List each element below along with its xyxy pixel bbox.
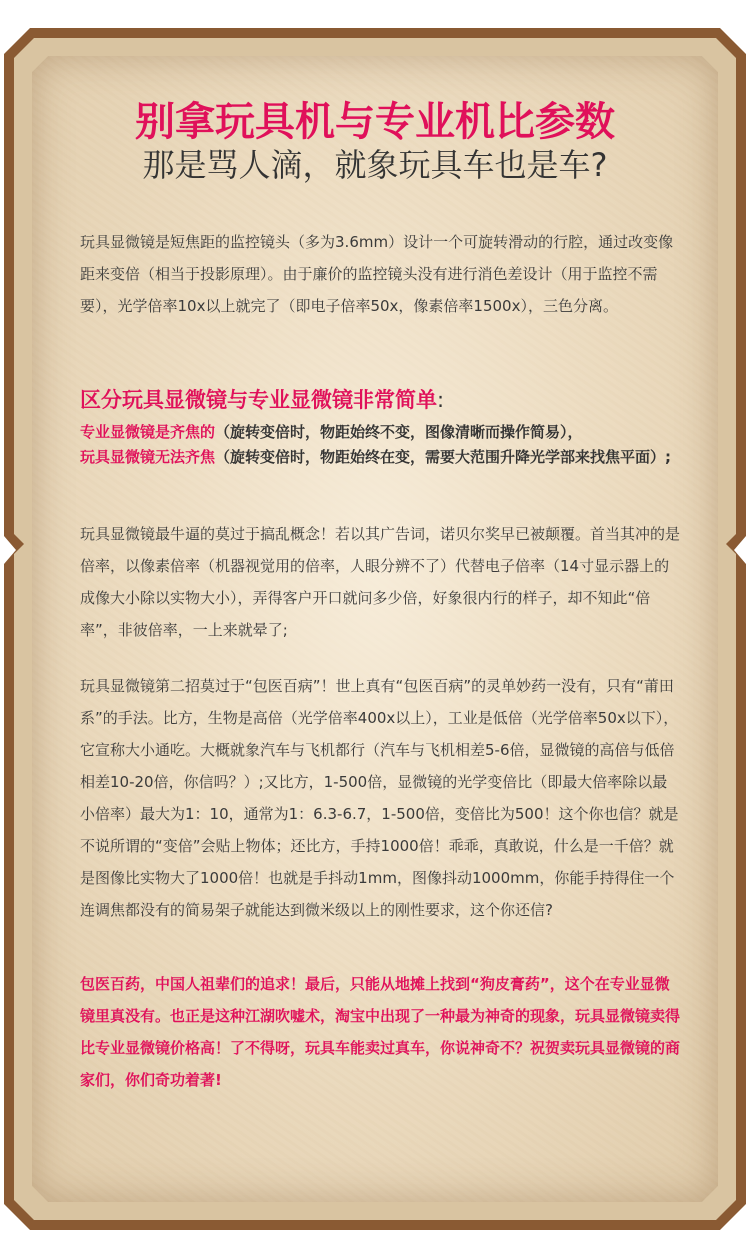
intro-text: 玩具显微镜是短焦距的监控镜头（多为3.6mm）设计一个可旋转滑动的行腔，通过改变像距来变倍（相当于投影原理）。由于廉价的监控镜头没有进行消色差设计（用于监控不需要），光学倍率10x以上就完了（即电子倍率50x，像素倍率1500x），三色分离。 bbox=[80, 233, 674, 315]
section-heading-colon: : bbox=[437, 388, 445, 412]
page-subtitle: 那是骂人滴，就象玩具车也是车? bbox=[142, 146, 608, 184]
page-title: 别拿玩具机与专业机比参数 bbox=[135, 99, 615, 145]
cure-all-paragraph bbox=[80, 670, 682, 926]
pro-microscope-line bbox=[80, 420, 680, 445]
toy-microscope-label: 玩具显微镜无法齐焦 bbox=[80, 448, 216, 466]
concept-text: 玩具显微镜最牛逼的莫过于搞乱概念！若以其广告词，诺贝尔奖早已被颠覆。首当其冲的是倍率，以像素倍率（机器视觉用的倍率，人眼分辨不了）代替电子倍率（14寸显示器上的成像大小除以实物大小），弄得客户开口就问多少倍，好象很内行的样子，却不知此“倍率”，非彼倍率，一上来就晕了; bbox=[80, 525, 681, 639]
concept-paragraph bbox=[80, 518, 682, 646]
comparison-block bbox=[80, 420, 680, 470]
closing-text: 包医百药，中国人祖辈们的追求！最后，只能从地摊上找到“狗皮膏药”，这个在专业显微镜里真没有。也正是这种江湖吹嘘术，淘宝中出现了一种最为神奇的现象，玩具显微镜卖得比专业显微镜价格高！了不得呀，玩具车能卖过真车，你说神奇不？祝贺卖玩具显微镜的商家们，你们奇功着著! bbox=[80, 975, 681, 1089]
cure-all-text: 玩具显微镜第二招莫过于“包医百病”！世上真有“包医百病”的灵单妙药一没有，只有“莆田系”的手法。比方，生物是高倍（光学倍率400x以上），工业是低倍（光学倍率50x以下），它宣称大小通吃。大概就象汽车与飞机都行（汽车与飞机相差5-6倍，显微镜的高倍与低倍相差10-20倍，你信吗？）;又比方，1-500倍，显微镜的光学变倍比（即最大倍率除以最小倍率）最大为1：10，通常为1：6.3-6.7，1-500倍，变倍比为500！这个你也信？就是不说所谓的“变倍”会贴上物体；还比方，手持1000倍！乖乖，真敢说，什么是一千倍？就是图像比实物大了1000倍！也就是手抖动1mm，图像抖动1000mm，你能手持得住一个连调焦都没有的简易架子就能达到微米级以上的刚性要求，这个你还信? bbox=[80, 677, 679, 919]
pro-microscope-text: （旋转变倍时，物距始终不变，图像清晰而操作简易）， bbox=[215, 423, 583, 441]
section-heading-text: 区分玩具显微镜与专业显微镜非常简单 bbox=[80, 388, 437, 412]
toy-microscope-text: （旋转变倍时，物距始终在变，需要大范围升降光学部来找焦平面）; bbox=[215, 448, 672, 466]
section-heading bbox=[80, 384, 700, 414]
toy-microscope-line bbox=[80, 445, 680, 470]
closing-paragraph bbox=[80, 968, 682, 1096]
pro-microscope-label: 专业显微镜是齐焦的 bbox=[80, 423, 216, 441]
intro-paragraph bbox=[80, 226, 682, 322]
